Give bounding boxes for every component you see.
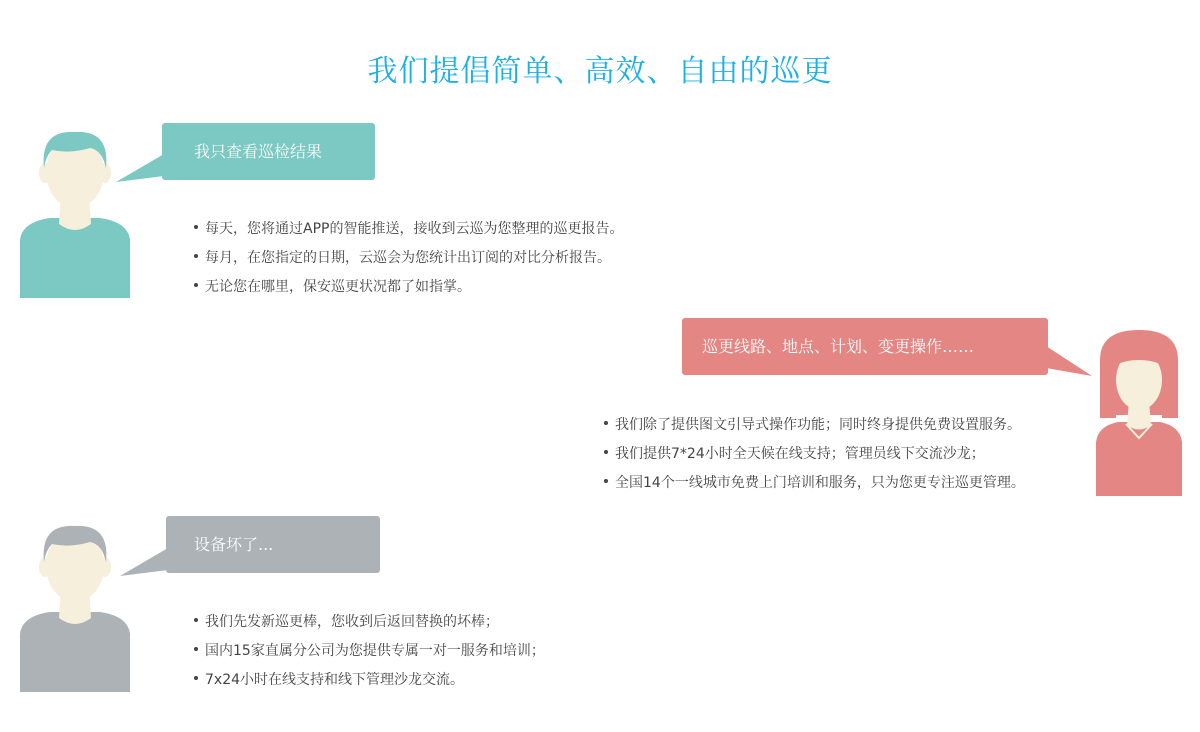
- list-item: [194, 244, 623, 273]
- bullet-dot: [194, 283, 198, 287]
- female-avatar-red-icon: [1096, 330, 1182, 496]
- male-avatar-gray-icon: [20, 522, 130, 692]
- list-item: [604, 440, 1025, 469]
- bullet-dot: [194, 647, 198, 651]
- female-avatar-red-hair-right: [1162, 360, 1178, 418]
- bubble-tail: [116, 150, 164, 184]
- list-item-text: 我们提供7*24小时全天候在线支持；管理员线下交流沙龙；: [615, 446, 985, 462]
- bubble-tail: [1046, 342, 1092, 378]
- bullet-dot: [604, 479, 608, 483]
- female-avatar-red-body: [1096, 422, 1182, 496]
- feature-list: [604, 411, 1025, 498]
- list-item-text: 全国14个一线城市免费上门培训和服务，只为您更专注巡更管理。: [615, 475, 1025, 491]
- list-item: [604, 469, 1025, 498]
- page-title: 我们提倡简单、高效、自由的巡更: [367, 54, 833, 89]
- list-item: [194, 273, 623, 302]
- list-item: [604, 411, 1025, 440]
- speech-bubble: 设备坏了...: [166, 516, 380, 573]
- list-item-text: 7x24小时在线支持和线下管理沙龙交流。: [205, 672, 465, 688]
- list-item: [194, 215, 623, 244]
- bullet-dot: [194, 254, 198, 258]
- feature-list: [194, 608, 545, 695]
- bullet-dot: [194, 618, 198, 622]
- feature-list: [194, 215, 623, 302]
- bubble-tail: [120, 544, 168, 578]
- list-item: [194, 608, 545, 637]
- list-item-text: 每月，在您指定的日期，云巡会为您统计出订阅的对比分析报告。: [205, 250, 611, 266]
- list-item-text: 我们先发新巡更棒，您收到后返回替换的坏棒；: [205, 614, 499, 630]
- list-item-text: 国内15家直属分公司为您提供专属一对一服务和培训；: [205, 643, 545, 659]
- list-item-text: 我们除了提供图文引导式操作功能；同时终身提供免费设置服务。: [615, 417, 1021, 433]
- bullet-dot: [604, 450, 608, 454]
- list-item: [194, 637, 545, 666]
- list-item: [194, 666, 545, 695]
- bullet-dot: [194, 676, 198, 680]
- bullet-dot: [604, 421, 608, 425]
- bullet-dot: [194, 225, 198, 229]
- male-avatar-teal-icon: [20, 128, 130, 298]
- speech-bubble: 巡更线路、地点、计划、变更操作……: [682, 318, 1048, 375]
- female-avatar-red-hair-left: [1100, 360, 1116, 418]
- list-item-text: 无论您在哪里，保安巡更状况都了如指掌。: [205, 279, 471, 295]
- speech-bubble: 我只查看巡检结果: [162, 123, 375, 180]
- list-item-text: 每天，您将通过APP的智能推送，接收到云巡为您整理的巡更报告。: [205, 221, 624, 237]
